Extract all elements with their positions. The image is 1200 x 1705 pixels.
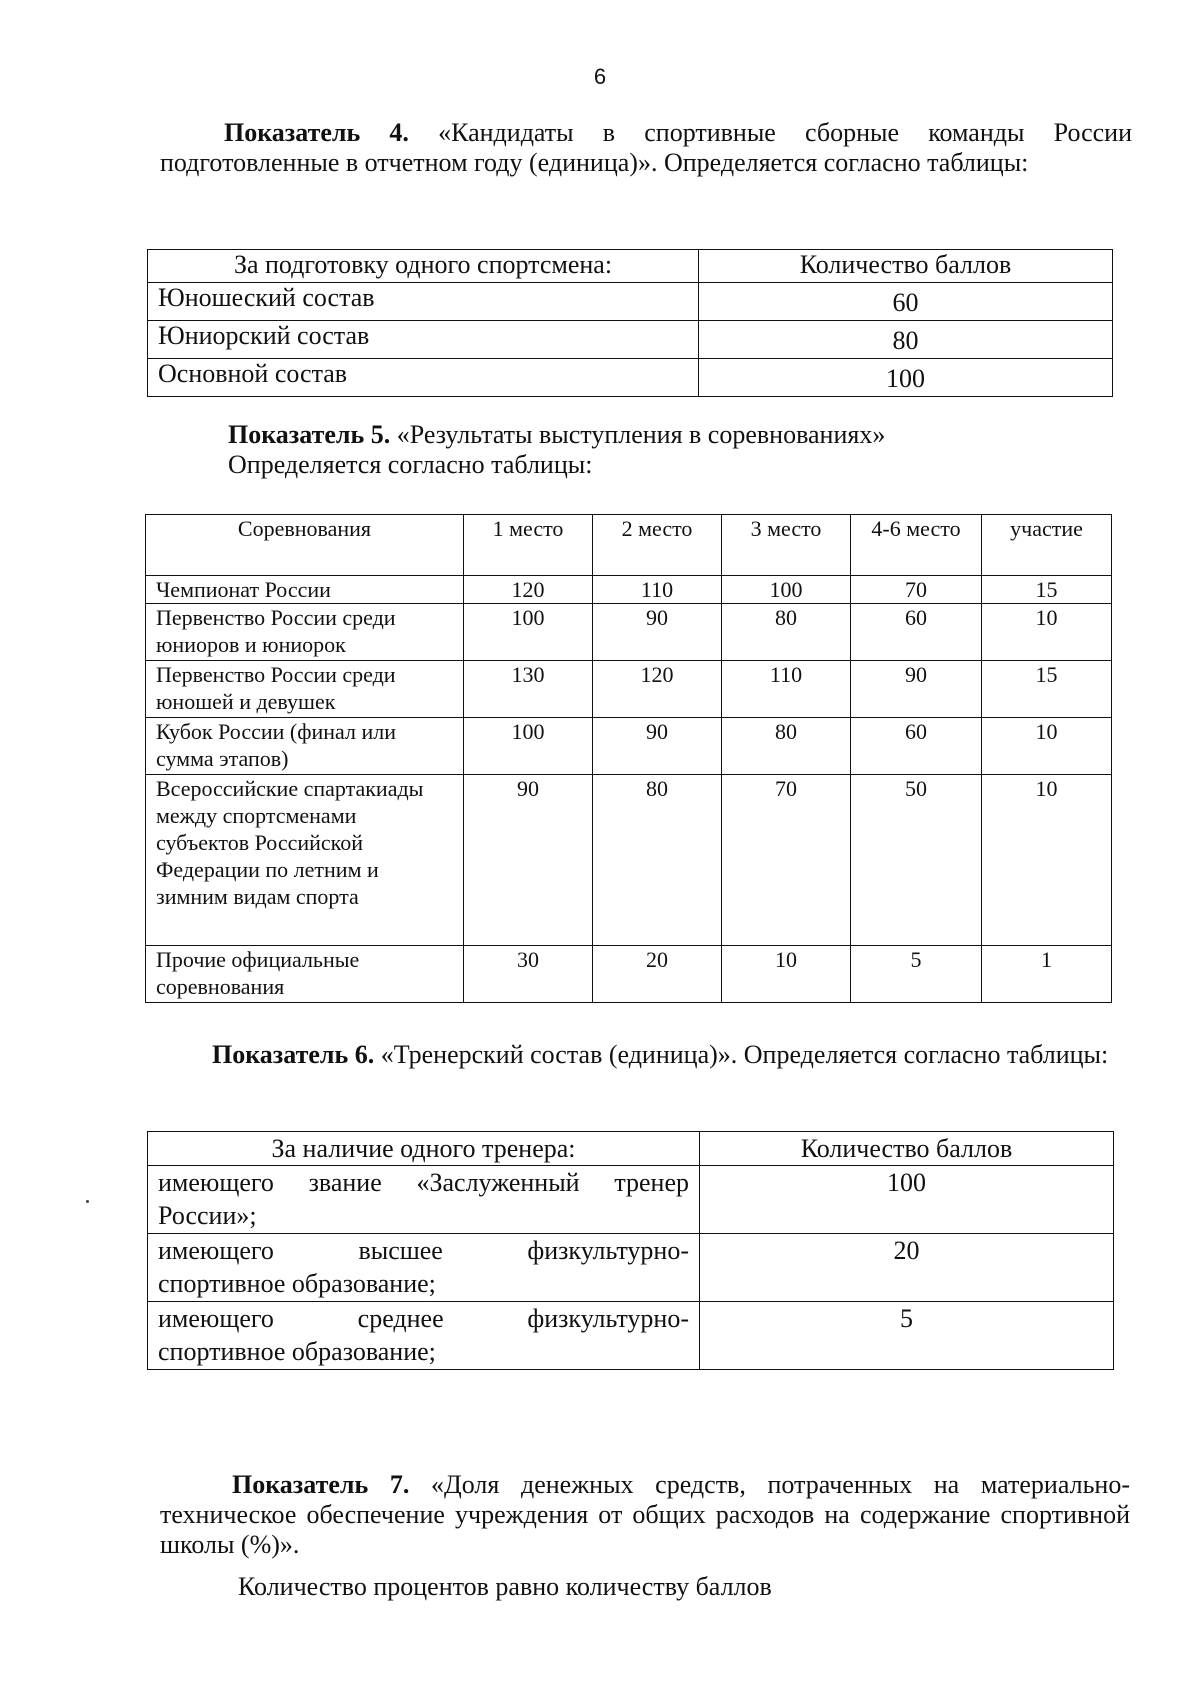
table3-header-coach: За наличие одного тренера:: [148, 1132, 700, 1166]
competition-results-table: [145, 514, 1112, 1003]
indicator-7-text: «Доля денежных средств, потраченных на материально-техническое обеспечение учреждения от общих расходов на содержание спортивной школы (%)».: [160, 1470, 1130, 1559]
table2-cell-value: 80: [722, 604, 851, 661]
table-row: [146, 718, 1112, 775]
table-row: [148, 283, 1113, 321]
indicator-5-line2: Определяется согласно таблицы:: [228, 450, 593, 479]
table2-cell-value: 120: [593, 661, 722, 718]
table2-header-competitions: Соревнования: [146, 515, 464, 576]
table2-cell-value: 70: [722, 775, 851, 946]
table2-cell-name: Первенство России среди юниоров и юниорок: [146, 604, 464, 661]
table1-cell-value: 100: [699, 359, 1113, 397]
table2-cell-value: 10: [982, 718, 1112, 775]
indicator-6-text: «Тренерский состав (единица)». Определяется согласно таблицы:: [374, 1040, 1109, 1069]
table1-cell-name: Юношеский состав: [148, 283, 699, 321]
table3-cell-line2: России»;: [158, 1201, 257, 1230]
table3-cell-line2: спортивное образование;: [158, 1337, 436, 1366]
table3-cell-line1: имеющего звание «Заслуженный тренер: [158, 1168, 689, 1197]
table-row: [146, 576, 1112, 604]
indicator-7-label: Показатель 7.: [232, 1470, 410, 1499]
table2-cell-value: 110: [593, 576, 722, 604]
table2-cell-name: Всероссийские спартакиады между спортсменами субъектов Российской Федерации по летним и зимним видам спорта: [146, 775, 464, 946]
table1-cell-name: Основной состав: [148, 359, 699, 397]
table2-cell-name: Первенство России среди юношей и девушек: [146, 661, 464, 718]
table2-cell-value: 70: [851, 576, 982, 604]
table1-cell-value: 60: [699, 283, 1113, 321]
table2-header-2nd: 2 место: [593, 515, 722, 576]
table2-cell-value: 80: [593, 775, 722, 946]
table2-cell-value: 60: [851, 604, 982, 661]
table-row: [146, 775, 1112, 946]
table2-cell-value: 80: [722, 718, 851, 775]
table2-cell-value: 110: [722, 661, 851, 718]
table-row: [146, 604, 1112, 661]
table-row: [146, 661, 1112, 718]
indicator-4-paragraph: [160, 118, 1132, 178]
table3-cell-line1: имеющего высшее физкультурно-: [158, 1236, 689, 1265]
table2-cell-value: 20: [593, 946, 722, 1003]
table2-cell-value: 50: [851, 775, 982, 946]
page-number: 6: [593, 64, 607, 89]
table1-cell-name: Юниорский состав: [148, 321, 699, 359]
table2-header-1st: 1 место: [464, 515, 593, 576]
table2-cell-value: 100: [464, 604, 593, 661]
table1-header-points: Количество баллов: [699, 250, 1113, 283]
coaching-staff-table: [147, 1131, 1114, 1370]
table2-cell-value: 100: [464, 718, 593, 775]
table2-cell-value: 15: [982, 576, 1112, 604]
indicator-5-text: «Результаты выступления в соревнованиях»: [390, 420, 886, 449]
table-row: [146, 946, 1112, 1003]
table2-cell-value: 10: [982, 604, 1112, 661]
table3-cell-name: [148, 1302, 700, 1370]
table-row: [148, 321, 1113, 359]
table2-cell-value: 5: [851, 946, 982, 1003]
table2-cell-value: 130: [464, 661, 593, 718]
table2-cell-name: Кубок России (финал или сумма этапов): [146, 718, 464, 775]
table2-cell-value: 90: [593, 604, 722, 661]
table3-cell-line1: имеющего среднее физкультурно-: [158, 1304, 689, 1333]
indicator-7-paragraph: [160, 1470, 1130, 1560]
indicator-6-label: Показатель 6.: [212, 1040, 375, 1069]
table-row: [148, 359, 1113, 397]
indicator-4-label: Показатель 4.: [224, 118, 409, 147]
table3-header-points: Количество баллов: [700, 1132, 1114, 1166]
table2-header-4-6: 4-6 место: [851, 515, 982, 576]
table2-cell-value: 90: [851, 661, 982, 718]
table1-cell-value: 80: [699, 321, 1113, 359]
table3-cell-value: 100: [700, 1166, 1114, 1234]
indicator-6-paragraph: [160, 1040, 1122, 1070]
table1-header-athlete: За подготовку одного спортсмена:: [148, 250, 699, 283]
scan-speck: [86, 1200, 89, 1203]
indicator-5-paragraph: [228, 420, 1128, 480]
table-row: [148, 1302, 1114, 1370]
table2-cell-name: Чемпионат России: [146, 576, 464, 604]
indicator-5-label: Показатель 5.: [228, 420, 391, 449]
table3-cell-value: 5: [700, 1302, 1114, 1370]
indicator-4-text: «Кандидаты в спортивные сборные команды России подготовленные в отчетном году (единица)». Определяется согласно таблицы:: [160, 118, 1132, 177]
table3-cell-name: [148, 1234, 700, 1302]
table3-cell-line2: спортивное образование;: [158, 1269, 436, 1298]
table2-cell-value: 1: [982, 946, 1112, 1003]
table2-header-participation: участие: [982, 515, 1112, 576]
candidates-table: [147, 249, 1113, 397]
table-row: [148, 1166, 1114, 1234]
table2-cell-value: 120: [464, 576, 593, 604]
table2-cell-value: 100: [722, 576, 851, 604]
table2-cell-value: 90: [593, 718, 722, 775]
table2-cell-value: 10: [982, 775, 1112, 946]
table2-cell-value: 60: [851, 718, 982, 775]
indicator-7-line2: Количество процентов равно количеству баллов: [238, 1572, 772, 1601]
table-row: [148, 1234, 1114, 1302]
table2-cell-name: Прочие официальные соревнования: [146, 946, 464, 1003]
table3-cell-name: [148, 1166, 700, 1234]
table2-cell-value: 10: [722, 946, 851, 1003]
table2-cell-value: 30: [464, 946, 593, 1003]
table2-cell-value: 15: [982, 661, 1112, 718]
table2-header-3rd: 3 место: [722, 515, 851, 576]
table2-cell-value: 90: [464, 775, 593, 946]
table3-cell-value: 20: [700, 1234, 1114, 1302]
